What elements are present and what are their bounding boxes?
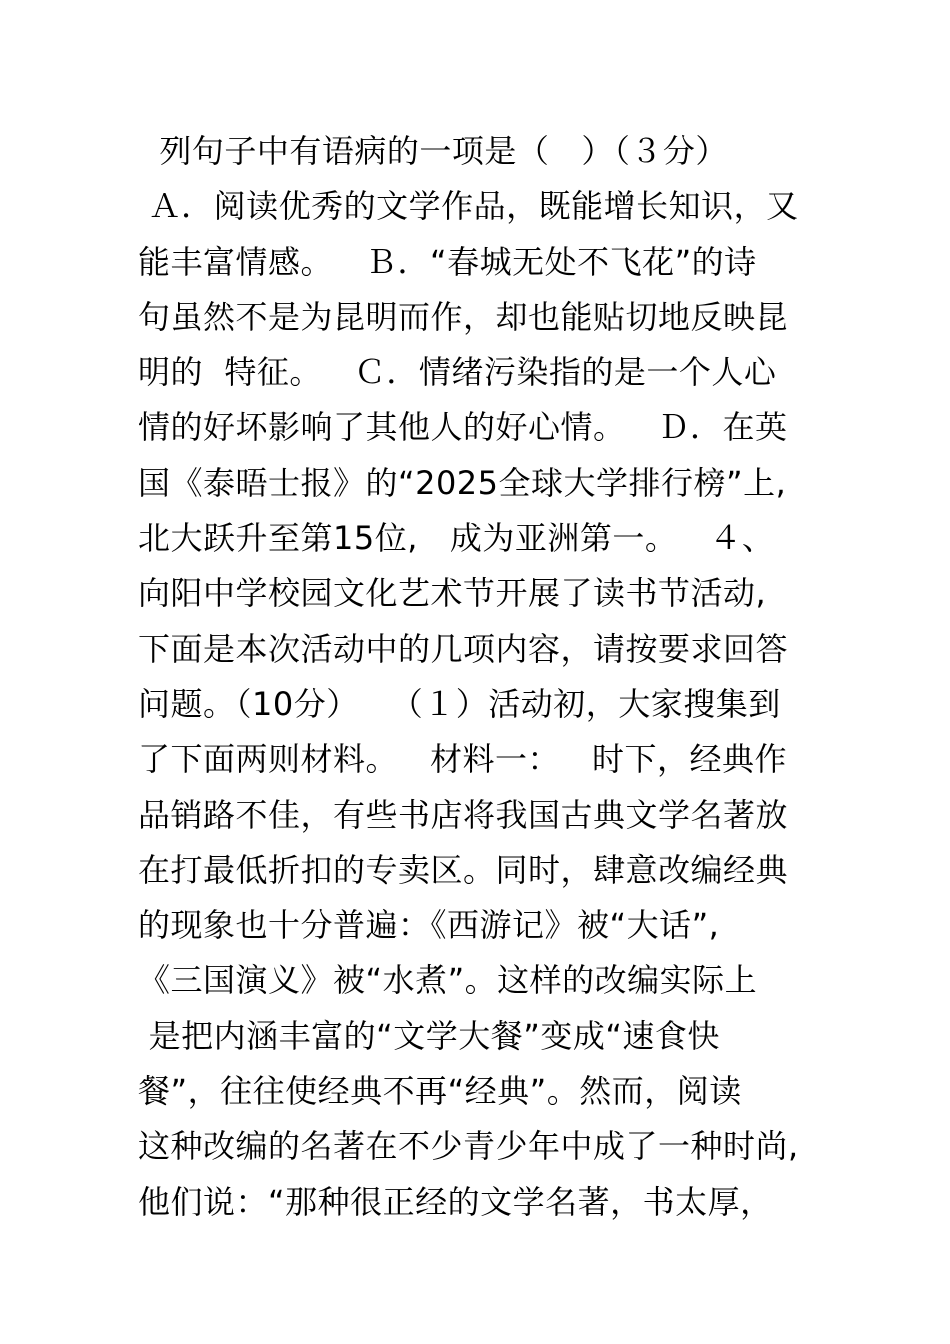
text-line: 问题。（10分） （１）活动初，大家搜集到 (138, 684, 781, 723)
text-line: 是把内涵丰富的“文学大餐”变成“速食快 (138, 1016, 720, 1055)
text-line: Ａ．阅读优秀的文学作品，既能增长知识，又 (138, 187, 799, 226)
text-line: 列句子中有语病的一项是（ ）（３分） (138, 132, 728, 170)
text-line: 国《泰晤士报》的“2025全球大学排行榜”上, (138, 463, 787, 502)
text-line: 在打最低折扣的专卖区。同时，肆意改编经典 (138, 850, 789, 889)
text-line: 情的好坏影响了其他人的好心情。 Ｄ．在英 (138, 408, 788, 447)
text-line: 餐”，往往使经典不再“经典”。然而，阅读 (138, 1072, 742, 1111)
document-body (138, 124, 838, 1230)
text-line: 这种改编的名著在不少青少年中成了一种时尚, (138, 1127, 799, 1166)
text-line: 品销路不佳，有些书店将我国古典文学名著放 (138, 795, 789, 834)
text-line: 向阳中学校园文化艺术节开展了读书节活动, (138, 574, 767, 613)
text-line: 《三国演义》被“水煮”。这样的改编实际上 (138, 961, 758, 1000)
text-line: 的现象也十分普遍：《西游记》被“大话”, (138, 906, 720, 945)
text-line: 能丰富情感。 Ｂ．“春城无处不飞花”的诗 (138, 242, 757, 281)
text-line: 下面是本次活动中的几项内容，请按要求回答 (138, 629, 789, 668)
text-line: 他们说：“那种很正经的文学名著，书太厚， (138, 1182, 773, 1221)
text-line: 北大跃升至第15位, 成为亚洲第一。 ４、 (138, 519, 775, 558)
text-line: 了下面两则材料。 材料一： 时下，经典作 (138, 740, 788, 779)
text-line: 句虽然不是为昆明而作，却也能贴切地反映昆 (138, 297, 789, 336)
text-line: 明的 特征。 Ｃ．情绪污染指的是一个人心 (138, 353, 777, 392)
